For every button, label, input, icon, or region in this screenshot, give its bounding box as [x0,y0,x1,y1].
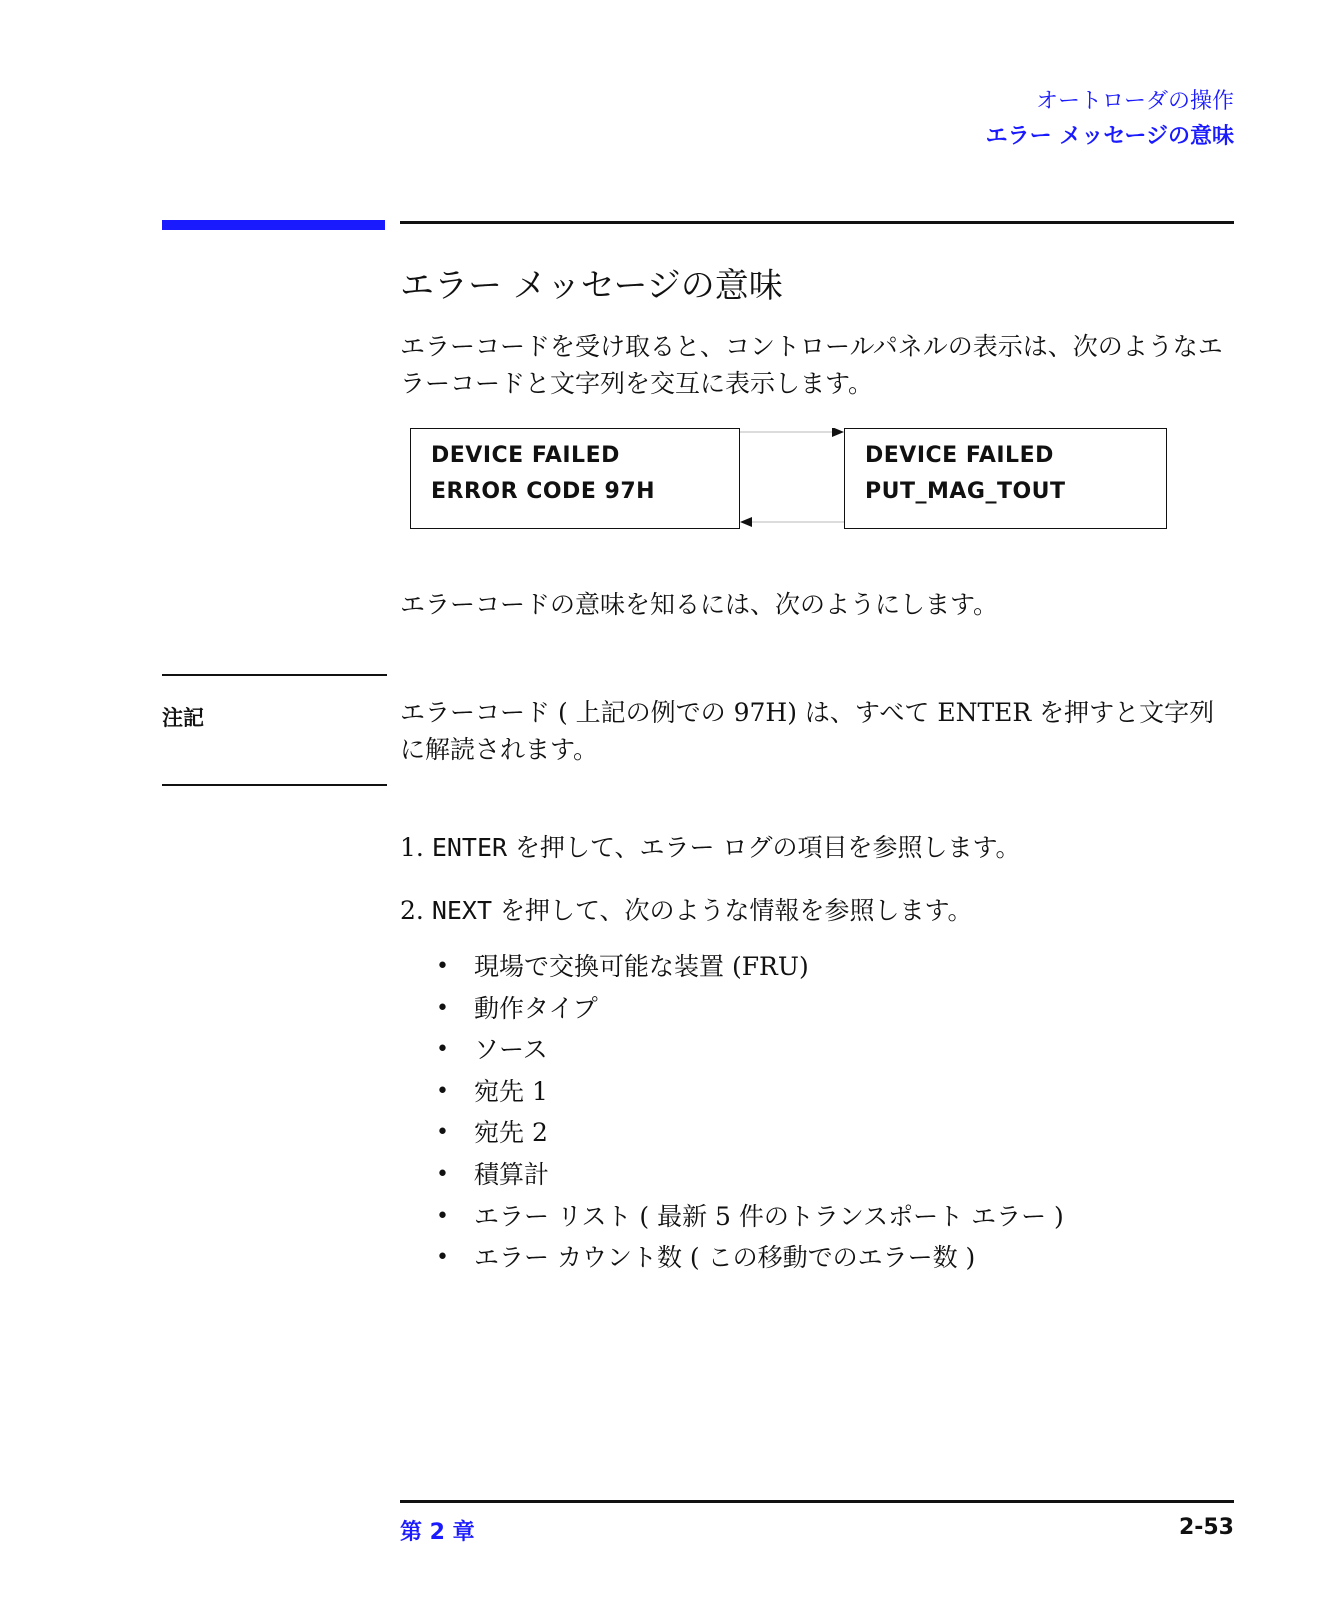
page-title: エラー メッセージの意味 [400,266,783,306]
note-rule-bottom [162,784,387,786]
list-item: • 積算計 [436,1154,1064,1196]
display-panel-error-string [844,428,1167,529]
alternating-arrows [740,428,844,530]
list-item: • 宛先 2 [436,1112,1064,1154]
arrow-head-right [832,428,844,437]
footer-rule [400,1500,1234,1503]
section-accent-bar [162,220,385,230]
instruction-paragraph: エラーコードの意味を知るには、次のようにします。 [400,590,999,619]
display-line-1: DEVICE FAILED [865,443,1054,468]
step-text: を押して、次のような情報を参照します。 [492,896,973,925]
key-name: ENTER [431,833,508,862]
list-item: • 現場で交換可能な装置 (FRU) [436,946,1064,988]
note-label: 注記 [162,706,204,730]
info-bullet-list [436,946,1064,1279]
running-header-section: オートローダの操作 [1035,89,1234,114]
note-text: エラーコード ( 上記の例での 97H) は、すべて ENTER を押すと文字列に解読されます。 [400,698,1215,764]
intro-paragraph: エラーコードを受け取ると、コントロールパネルの表示は、次のようなエラーコードと文字列を交互に表示します。 [400,332,1223,398]
step-2 [400,891,972,927]
list-item: • ソース [436,1029,1064,1071]
title-rule [400,221,1234,224]
step-number: 1. [400,833,424,862]
display-line-1: DEVICE FAILED [431,443,620,468]
list-item: • 動作タイプ [436,988,1064,1030]
footer-chapter: 第 2 章 [400,1520,475,1545]
note-rule-top [162,674,387,676]
page-number: 2-53 [1178,1515,1234,1540]
list-item: • エラー カウント数 ( この移動でのエラー数 ) [436,1237,1064,1279]
running-header-subsection: エラー メッセージの意味 [985,124,1234,149]
control-panel-display-diagram [410,428,1250,530]
step-text: を押して、エラー ログの項目を参照します。 [507,833,1021,862]
display-line-2: PUT_MAG_TOUT [865,479,1066,504]
display-panel-error-code [410,428,740,529]
step-1 [400,828,1020,864]
list-item: • 宛先 1 [436,1071,1064,1113]
key-name: NEXT [431,896,493,925]
step-number: 2. [400,896,424,925]
list-item: • エラー リスト ( 最新 5 件のトランスポート エラー ) [436,1196,1064,1238]
display-line-2: ERROR CODE 97H [431,479,656,504]
arrow-head-left [740,517,752,527]
